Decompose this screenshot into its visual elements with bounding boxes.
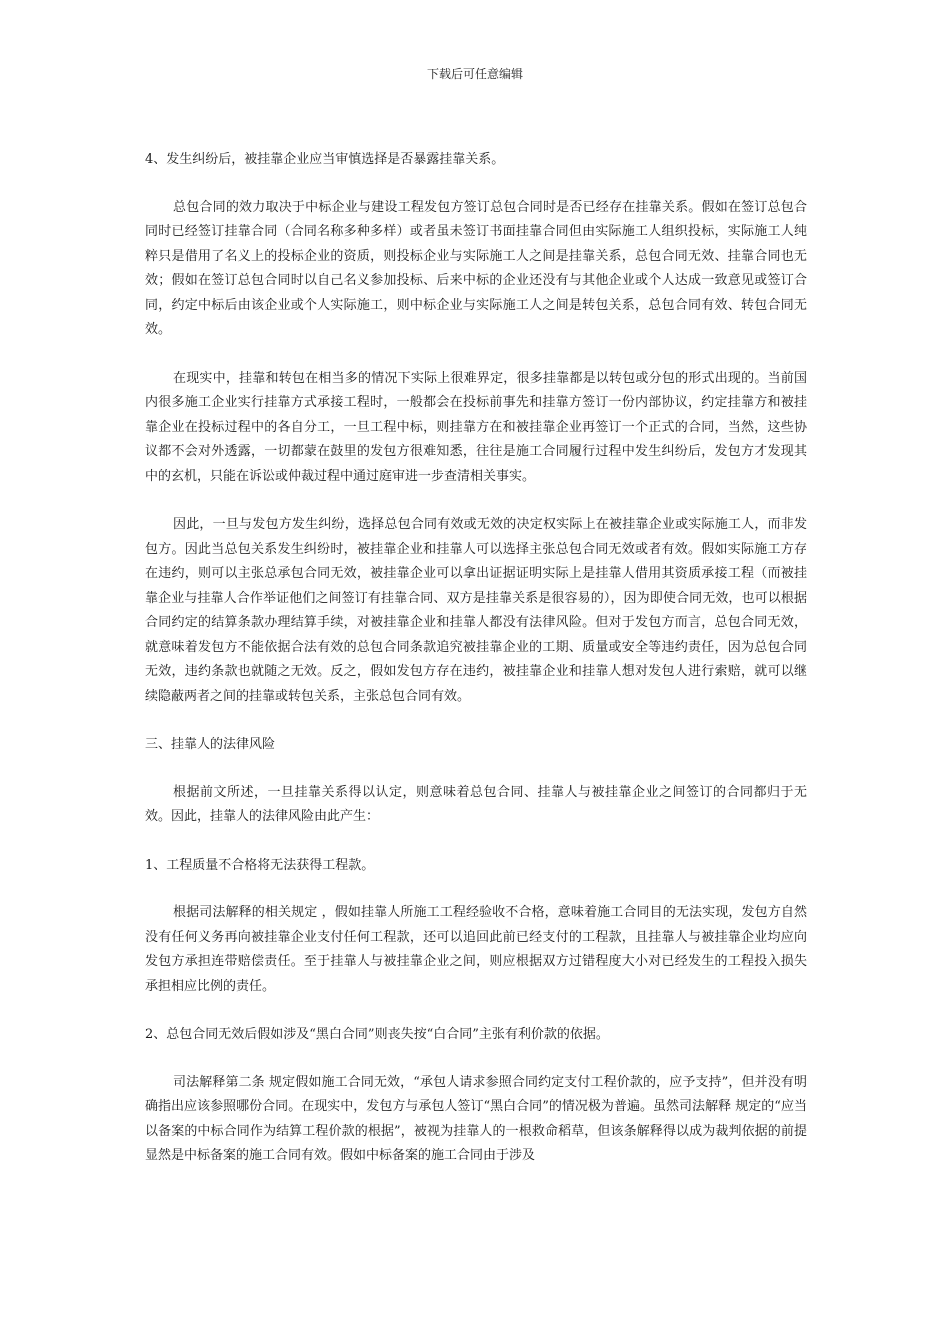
section-heading-legal-risk: 三、挂靠人的法律风险 [145,737,276,752]
paragraph-contract-validity: 总包合同的效力取决于中标企业与建设工程发包方签订总包合同时是否已经存在挂靠关系。假如在签订总包合同时已经签订挂靠合同（合同名称多种多样）或者虽未签订书面挂靠合同但由实际施工人组织投标，实际施工人纯粹只是借用了名义上的投标企业的资质，则投标企业与实际施工人之间是挂靠关系，总包合同无效、挂靠合同也无效；假如在签订总包合同时以自己名义参加投标、后来中标的企业还没有与其他企业或个人达成一致意见或签订合同，约定中标后由该企业或个人实际施工，则中标企业与实际施工人之间是转包关系，总包合同有效、转包合同无效。 [145,199,807,337]
subsection-heading-quality: 1、工程质量不合格将无法获得工程款。 [145,857,375,873]
paragraph-dispute-choice: 因此，一旦与发包方发生纠纷，选择总包合同有效或无效的决定权实际上在被挂靠企业或实际施工人，而非发包方。因此当总包关系发生纠纷时，被挂靠企业和挂靠人可以选择主张总包合同无效或者有效。假如实际施工方存在违约，则可以主张总承包合同无效，被挂靠企业可以拿出证据证明实际上是挂靠人借用其资质承接工程（而被挂靠企业与挂靠人合作举证他们之间签订有挂靠合同、双方是挂靠关系是很容易的），因为即使合同无效，也可以根据合同约定的结算条款办理结算手续，对被挂靠企业和挂靠人都没有法律风险。但对于发包方而言，总包合同无效，就意味着发包方不能依据合法有效的总包合同条款追究被挂靠企业的工期、质量或安全等违约责任，因为总包合同无效，违约条款也就随之无效。反之，假如发包方存在违约，被挂靠企业和挂靠人想对发包人进行索赔，就可以继续隐蔽两者之间的挂靠或转包关系，主张总包合同有效。 [145,517,807,704]
paragraph-affiliation-vs-subcontract: 在现实中，挂靠和转包在相当多的情况下实际上很难界定，很多挂靠都是以转包或分包的形式出现的。当前国内很多施工企业实行挂靠方式承接工程时，一般都会在投标前事先和挂靠方签订一份内部协议，约定挂靠方和被挂靠企业在投标过程中的各自分工，一旦工程中标，则挂靠方在和被挂靠企业再签订一个正式的合同，当然，这些协议都不会对外透露，一切都蒙在鼓里的发包方很难知悉，往往是施工合同履行过程中发生纠纷后，发包方才发现其中的玄机，只能在诉讼或仲裁过程中通过庭审进一步查清相关事实。 [145,370,807,484]
subsection-heading-yin-yang-contract: 2、总包合同无效后假如涉及“黑白合同”则丧失按“白合同”主张有利价款的依据。 [145,1027,609,1042]
paragraph-yin-yang-contract: 司法解释第二条 规定假如施工合同无效，“承包人请求参照合同约定支付工程价款的，应予支持”，但并没有明确指出应该参照哪份合同。在现实中，发包方与承包人签订“黑白合同”的情况极为普遍。虽然司法解释 规定的“应当以备案的中标合同作为结算工程价款的根据”，被视为挂靠人的一根救命稻草，但该条解释得以成为裁判依据的前提显然是中标备案的施工合同有效。假如中标备案的施工合同由于涉及 [145,1074,807,1163]
section-heading-4: 4、发生纠纷后，被挂靠企业应当审慎选择是否暴露挂靠关系。 [145,152,505,167]
page-header-note: 下载后可任意编辑 [426,67,523,81]
document-body [145,148,807,1193]
paragraph-risk-intro: 根据前文所述，一旦挂靠关系得以认定，则意味着总包合同、挂靠人与被挂靠企业之间签订的合同都归于无效。因此，挂靠人的法律风险由此产生： [145,784,807,824]
paragraph-quality-risk: 根据司法解释的相关规定 ，假如挂靠人所施工工程经验收不合格，意味着施工合同目的无法实现，发包方自然没有任何义务再向被挂靠企业支付任何工程款，还可以追回此前已经支付的工程款，且挂靠人与被挂靠企业均应向发包方承担连带赔偿责任。至于挂靠人与被挂靠企业之间，则应根据双方过错程度大小对已经发生的工程投入损失承担相应比例的责任。 [145,905,807,994]
